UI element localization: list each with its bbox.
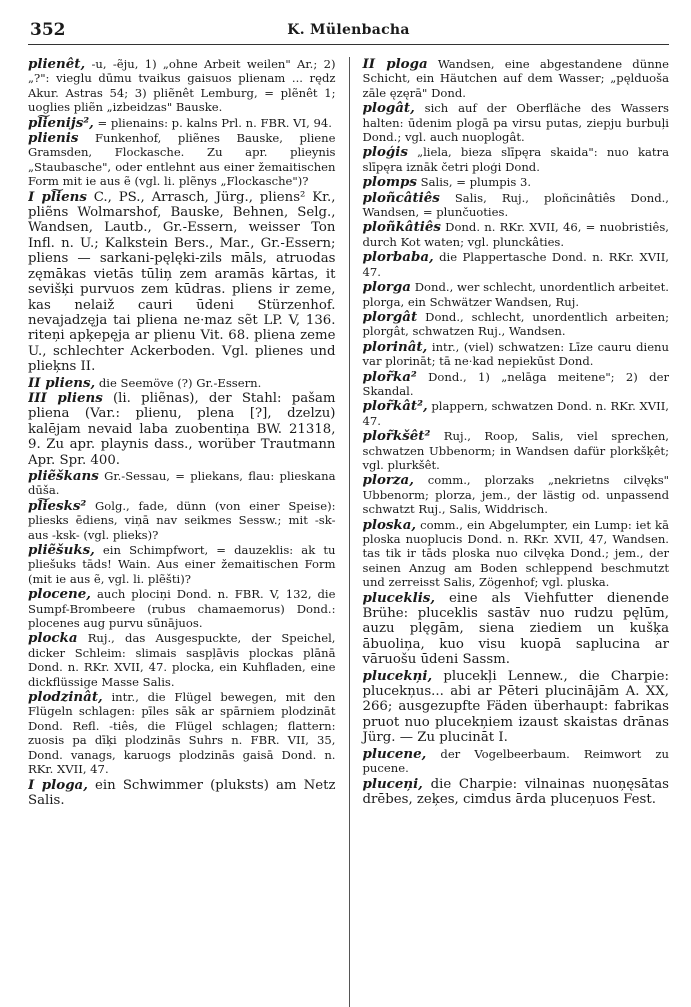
entry-headword: II pliens,	[28, 374, 96, 391]
dictionary-entry	[363, 145, 670, 174]
two-column-body	[28, 57, 669, 1007]
dictionary-entry	[28, 587, 336, 630]
entry-headword: III pliens	[28, 389, 103, 406]
entry-headword: plorbaba,	[362, 249, 434, 266]
entry-text: der Vogelbeerbaum. Reimwort zu pucene.	[362, 746, 669, 776]
dictionary-entry	[363, 340, 670, 369]
right-column	[349, 57, 670, 1007]
entry-headword: ploñkâtiês	[362, 219, 441, 236]
left-column	[28, 57, 349, 1007]
dictionary-entry	[363, 429, 670, 472]
dictionary-entry	[363, 591, 670, 668]
dictionary-entry	[363, 220, 670, 249]
dictionary-entry	[28, 631, 336, 689]
page-header	[28, 14, 669, 45]
entry-text: die Charpie: vilnainas nuoņęsātas drēbes, zeķes, cimdus ārda pluceņuos Fest.	[362, 776, 669, 807]
entry-text: Dond., schlecht, unordentlich arbeiten; plorgât, schwatzen Ruj., Wandsen.	[362, 309, 669, 339]
entry-headword: pl͠ienijs²,	[28, 114, 94, 131]
dictionary-entry	[28, 499, 336, 542]
dictionary-entry	[28, 116, 336, 130]
dictionary-entry	[28, 190, 336, 375]
entry-text: plucekļi Lennew., die Charpie: plucekņus... abi ar Pēteri plucinājām A. XX, 266; ausgezupfte Fäden überhaupt: fabrikas pruot nuo plucekņiem izaust skaistas drānas Jürg. — Zu plucināt I.	[362, 668, 669, 746]
entry-text: „liela, bieza slīpęra skaida": nuo katra slīpęra iznāk četri ploģi Dond.	[362, 145, 669, 174]
entry-text: comm., plorzaks „nekrietns cilvęks" Ubbenorm; plorza, jem., der lästig od. unpassend schwatzt Ruj., Salis, Widdrisch.	[362, 473, 669, 517]
entry-text: Dond., wer schlecht, unordentlich arbeitet. plorga, ein Schwätzer Wandsen, Ruj.	[362, 280, 669, 309]
dictionary-entry	[363, 310, 670, 339]
entry-headword: plor̃kât²,	[362, 398, 428, 415]
entry-headword: plogât,	[362, 100, 415, 117]
entry-headword: I pl͠iens	[28, 188, 87, 205]
dictionary-entry	[363, 57, 670, 100]
entry-headword: pluceklis,	[362, 589, 436, 606]
entry-text: plappern, schwatzen Dond. n. RKr. XVII, 47.	[362, 399, 669, 428]
entry-text: Dond., 1) „nelāga meitene"; 2) der Skandal.	[362, 369, 669, 398]
entry-text: eine als Viehfutter dienende Brühe: pluceklis sastāv nuo rudzu pęlūm, auzu plęgām, siena ziediem un kušķa ābuoliņa, kuo visu kuopā saplucina ar vāruošu ūdeni Sassm.	[362, 590, 669, 668]
entry-text: Wandsen, eine abgestandene dünne Schicht, ein Häutchen auf dem Wasser; „pęlduoša zāle ęzęrā" Dond.	[362, 57, 669, 100]
dictionary-entry	[363, 191, 670, 220]
entry-headword: ploñcâtiês	[362, 189, 440, 206]
entry-headword: plienêt,	[28, 57, 86, 72]
entry-headword: plor̃ka²	[362, 368, 417, 385]
entry-text: intr., die Flügel bewegen, mit den Flügeln schlagen: pīles sāk ar spārniem plodzināt Dond. Refl. -tiês, die Flügel schlagen; flattern: zuosis pa dīķi plodzinās Suhrs n. FBR. VII, 35, Dond. vanags, karuogs plodzinās gaisā Dond. n. RKr. XVII, 47.	[28, 690, 336, 777]
dictionary-entry	[28, 391, 336, 468]
entry-headword: plocka	[28, 630, 78, 647]
entry-headword: plocene,	[28, 586, 91, 603]
dictionary-entry	[363, 777, 670, 808]
dictionary-entry	[28, 778, 336, 809]
dictionary-entry	[28, 469, 336, 498]
entry-headword: plorga	[362, 279, 411, 296]
entry-text: Salis, = plumpis 3.	[416, 175, 532, 190]
entry-headword: pl͠iesks²	[28, 497, 87, 514]
entry-headword: ploģis	[362, 144, 408, 161]
running-title: K. Mülenbacha	[287, 22, 410, 38]
entry-text: Dond. n. RKr. XVII, 46, = nuobristiês, durch Kot waten; vgl. plunckâties.	[362, 220, 669, 249]
dictionary-entry	[363, 747, 670, 776]
entry-text: ein Schwimmer (pluksts) am Netz Salis.	[28, 777, 336, 808]
entry-text: sich auf der Oberfläche des Wassers halten: ūdenim plogā pa virsu putas, ziepju burbuļi Dond.; vgl. auch nuoplogât.	[362, 101, 669, 145]
dictionary-entry	[363, 101, 670, 144]
entry-headword: ploska,	[362, 516, 417, 533]
dictionary-entry	[28, 131, 336, 189]
entry-text: ein Schimpfwort, = dauzeklis: ak tu pliešuks tāds! Wain. Aus einer žemaitischen Form (mit ie aus ẽ, vgl. li. plẽšti)?	[28, 543, 336, 586]
entry-text: intr., (viel) schwatzen: Līze cauru dienu var plorināt; tā ne·kad nepiekūst Dond.	[362, 339, 669, 369]
dictionary-entry	[363, 669, 670, 746]
entry-text: die Plappertasche Dond. n. RKr. XVII, 47.	[362, 250, 669, 279]
entry-headword: plucekņi,	[362, 667, 433, 684]
dictionary-entry	[363, 518, 670, 590]
entry-text: Gr.-Sessau, = pliekans, flau: plieskana dūša.	[28, 468, 336, 498]
entry-headword: pliẽšuks,	[28, 542, 95, 558]
entry-headword: plorinât,	[362, 338, 428, 355]
entry-headword: plorgât	[362, 308, 418, 325]
dictionary-entry	[363, 473, 670, 516]
dictionary-entry	[28, 376, 336, 390]
entry-text: Ruj., das Ausgespuckte, der Speichel, dicker Schleim: slimais saspļāvis plockas plānā Dond. n. RKr. XVII, 47. plocka, ein Kuhfladen, eine dickflüssige Masse Salis.	[28, 631, 336, 689]
dictionary-entry	[28, 57, 336, 115]
entry-text: Ruj., Roop, Salis, viel sprechen, schwatzen Ubbenorm; in Wandsen dafür plorkšķêt; vgl. plurkšêt.	[362, 429, 669, 472]
entry-headword: pluceņi,	[362, 775, 423, 792]
page-number: 352	[30, 20, 66, 40]
entry-text: = plienains: p. kalns Prl. n. FBR. VI, 94.	[93, 115, 332, 130]
entry-headword: I ploga,	[28, 776, 88, 793]
entry-headword: plodzinât,	[28, 689, 103, 706]
entry-text: -u, -ẽju, 1) „ohne Arbeit weilen" Ar.; 2) „?": vieglu dūmu tvaikus gaisuos plienam ... rędz Akur. Astras 54; 3) pliẽnêt Lemburg, = plẽnêt 1; uoglies pliẽn „izbeidzas" Bauske.	[28, 57, 336, 115]
entry-text: auch plociņi Dond. n. FBR. V, 132, die Sumpf-Brombeere (rubus chamaemorus) Dond.: plocenes aug purvu sūnājuos.	[28, 587, 336, 631]
dictionary-entry	[363, 280, 670, 309]
entry-text: comm., ein Abgelumpter, ein Lump: iet kā ploska nuoplucis Dond. n. RKr. XVII, 47, Wandsen. tas tik ir tāds ploska nuo cilvęka Dond.; jem., der seinen Anzug am Boden schleppend beschmutzt und zerreisst Salis, Zögenhof; vgl. pluska.	[362, 517, 669, 590]
entry-headword: plor̃kšêt²	[362, 428, 431, 445]
entry-text: Golg., fade, dünn (von einer Speise): pliesks ēdiens, viņā nav seikmes Sessw.; mit -sk- aus -ksk- (vgl. plieks)?	[28, 498, 336, 542]
dictionary-entry	[363, 399, 670, 428]
entry-text: C., PS., Arrasch, Jürg., pliens² Kr., pliẽns Wolmarshof, Bauske, Behnen, Selg., Wandsen, Lautb., Gr.-Essern, weisser Ton Infl. n. U.; Kalkstein Bers., Mar., Gr.-Essern; pliens — sarkani-pęlęki-zils māls, atruodas zęmākas vietās tūliņ zem aramās kārtas, it sevišķi purvuos zem kūdras. pliens ir zeme, kas nelaiž cauri ūdeni Stürzenhof. nevajadzęja tai pliena ne·maz sẽt LP. V, 136. riteņi apķepęja ar plienu Vit. 68. pliena zeme U., schlechter Ackerboden. Vgl. plienes und plieķns II.	[28, 189, 336, 375]
entry-headword: plorza,	[362, 472, 414, 489]
entry-text: (li. pliẽnas), der Stahl: pašam pliena (Var.: plienu, plena [?], dzelzu) kalējam nevaid laba zuobentiņa BW. 21318, 9. Zu apr. playnis dass., worüber Trautmann Apr. Spr. 400.	[28, 390, 336, 468]
entry-headword: pliẽškans	[28, 467, 99, 484]
entry-text: die Seemöve (?) Gr.-Essern.	[95, 375, 262, 390]
entry-headword: plucene,	[362, 745, 427, 762]
dictionary-entry	[363, 370, 670, 399]
entry-headword: plomps	[362, 174, 417, 191]
entry-headword: II ploga	[362, 57, 428, 72]
dictionary-entry	[28, 690, 336, 776]
dictionary-entry	[363, 250, 670, 279]
dictionary-entry	[363, 175, 670, 189]
dictionary-entry	[28, 543, 336, 586]
entry-headword: plienis	[28, 130, 79, 147]
entry-text: Funkenhof, pliẽnes Bauske, pliene Gramsden, Flockasche. Zu apr. plieynis „Staubasche", oder entlehnt aus einer žemaitischen Form mit ie aus ẽ (vgl. li. plẽnys „Flockasche")?	[28, 131, 336, 189]
entry-text: Salis, Ruj., ploñcinâtiês Dond., Wandsen, = plunčuoties.	[362, 190, 669, 220]
